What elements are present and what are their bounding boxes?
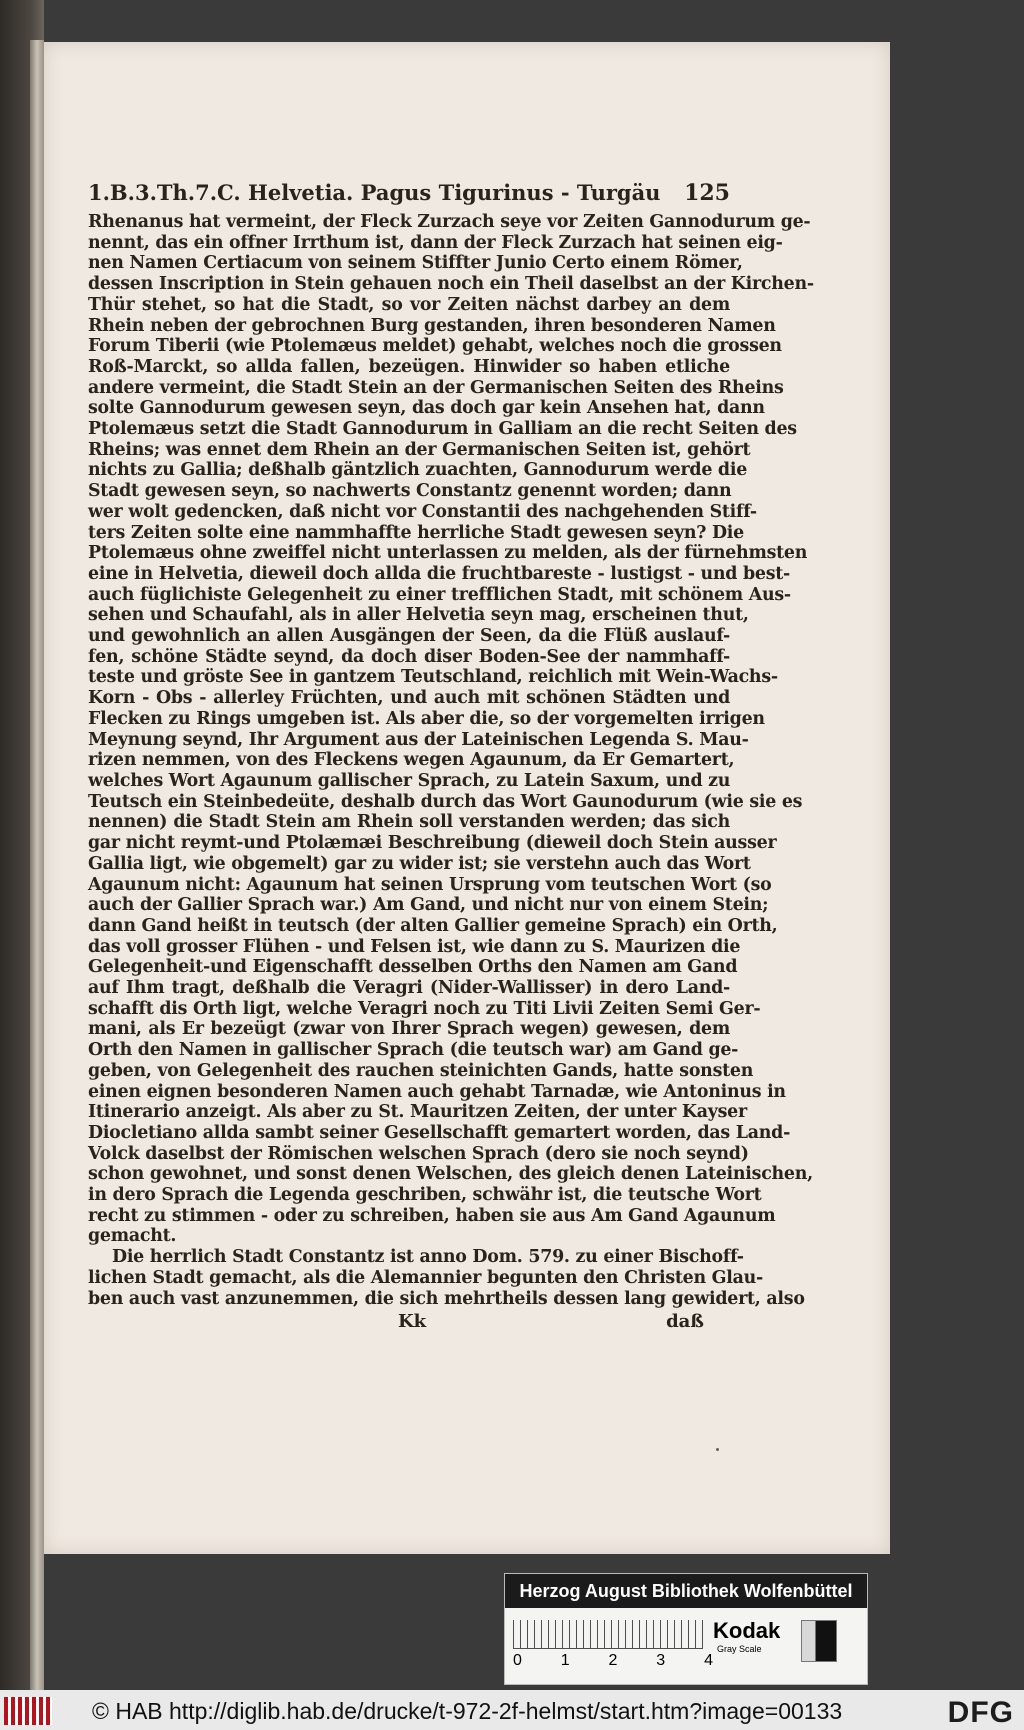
text-line: rizen nemmen, von des Fleckens wegen Agaunum, da Er Gemartert, [88, 750, 735, 771]
text-line: Thür stehet, so hat die Stadt, so vor Zeiten nächst darbey an dem [88, 294, 730, 315]
text-line: Korn - Obs - allerley Früchten, und auch mit schönen Städten und [88, 688, 730, 709]
text-line: Gallia ligt, wie obgemelt) gar zu wider ist; sie verstehn auch das Wort [88, 853, 751, 874]
text-line: schafft dis Orth ligt, welche Veragri noch zu Titi Livii Zeiten Semi Ger- [88, 998, 761, 1019]
viewer-footer-bar [0, 1692, 1024, 1730]
text-line: Orth den Namen in gallischer Sprach (die teutsch war) am Gand ge- [88, 1040, 739, 1061]
text-line: Teutsch ein Steinbedeüte, deshalb durch das Wort Gaunodurum (wie sie es [88, 791, 803, 812]
text-line: eine in Helvetia, dieweil doch allda die fruchtbareste - lustigst - und best- [88, 563, 790, 584]
text-line: auch der Gallier Sprach war.) Am Gand, und nicht nur von einem Stein; [88, 895, 769, 916]
text-line: Itinerario anzeigt. Als aber zu St. Mauritzen Zeiten, der unter Kayser [88, 1102, 747, 1123]
text-line: ben auch vast anzunemmen, die sich mehrtheils dessen lang gewidert, also [88, 1288, 805, 1309]
hab-logo-icon [4, 1697, 52, 1725]
ruler-numbers [513, 1652, 713, 1670]
text-line: gar nicht reymt-und Ptolæmæi Beschreibung (dieweil doch Stein ausser [88, 833, 777, 854]
kodak-logo: Kodak [713, 1618, 781, 1643]
text-line: nen Namen Certiacum von seinem Stiffter Junio Certo einem Römer, [88, 253, 743, 274]
book-page-edges [30, 40, 44, 1690]
text-line: schon gewohnet, und sonst denen Welschen, des gleich denen Lateinischen, [88, 1164, 813, 1185]
text-line: welches Wort Agaunum gallischer Sprach, zu Latein Saxum, und zu [88, 770, 731, 791]
text-line: Gelegenheit-und Eigenschafft desselben Orths den Namen am Gand [88, 957, 738, 978]
text-line: nennen) die Stadt Stein am Rhein soll verstanden werden; das sich [88, 812, 730, 833]
text-line: Ptolemæus setzt die Stadt Gannodurum in Galliam an die recht Seiten des [88, 419, 797, 440]
text-line: Diocletiano allda sambt seiner Gesellschafft gemartert worden, das Land- [88, 1122, 791, 1143]
text-line: teste und gröste See in gantzem Teutschland, reichlich mit Wein-Wachs- [88, 667, 778, 688]
page-number: 125 [684, 180, 730, 206]
text-line: auch füglichiste Gelegenheit zu einer trefflichen Stadt, mit schönem Aus- [88, 584, 791, 605]
text-line: dessen Inscription in Stein gehauen noch ein Theil daselbst an der Kirchen- [88, 274, 814, 295]
text-line: fen, schöne Städte seynd, da doch diser Boden-See der nammhaff- [88, 646, 730, 667]
text-line: ters Zeiten solte eine nammhaffte herrliche Stadt gewesen seyn? Die [88, 522, 744, 543]
text-line: Flecken zu Rings umgeben ist. Als aber die, so der vorgemelten irrigen [88, 708, 765, 729]
text-line: einen eignen besonderen Namen auch gehabt Tarnadæ, wie Antoninus in [88, 1081, 786, 1102]
copyright-link[interactable]: © HAB http://diglib.hab.de/drucke/t-972-2f-helmst/start.htm?image=00133 [92, 1697, 843, 1724]
scale-ruler [513, 1620, 703, 1649]
text-line: mani, als Er bezeügt (zwar von Ihrer Sprach wegen) gewesen, dem [88, 1019, 730, 1040]
institution-label: Herzog August Bibliothek Wolfenbüttel [505, 1574, 867, 1608]
ruler-number: 0 [513, 1652, 522, 1669]
text-line: Stadt gewesen seyn, so nachwerts Constantz genennt worden; dann [88, 481, 732, 502]
paper-speck [716, 1448, 719, 1451]
text-line: lichen Stadt gemacht, als die Alemannier begunten den Christen Glau- [88, 1267, 764, 1288]
text-line: und gewohnlich an allen Ausgängen der Seen, da die Flüß auslauf- [88, 626, 730, 647]
text-line: gemacht. [88, 1226, 177, 1247]
ruler-number: 2 [608, 1652, 618, 1669]
text-line: wer wolt gedencken, daß nicht vor Constantii des nachgehenden Stiff- [88, 501, 757, 522]
text-line: Rhenanus hat vermeint, der Fleck Zurzach seye vor Zeiten Gannodurum ge- [88, 212, 811, 232]
text-line: dann Gand heißt in teutsch (der alten Gallier gemeine Sprach) ein Orth, [88, 915, 778, 936]
text-line: geben, von Gelegenheit des rauchen steinichten Gands, hatte sonsten [88, 1060, 754, 1081]
color-calibration-card [504, 1573, 868, 1685]
text-line: sehen und Schaufahl, als in aller Helvetia seyn mag, erscheinen thut, [88, 605, 749, 626]
text-line: Forum Tiberii (wie Ptolemæus meldet) gehabt, welches noch die grossen [88, 336, 782, 357]
text-line: solte Gannodurum gewesen seyn, das doch gar kein Ansehen hat, dann [88, 398, 765, 419]
text-line: Agaunum nicht: Agaunum hat seinen Ursprung vom teutschen Wort (so [88, 874, 772, 895]
text-line: Rhein neben der gebrochnen Burg gestanden, ihren besonderen Namen [88, 315, 776, 336]
text-line: Volck daselbst der Römischen welschen Sprach (dero sie noch seynd) [88, 1143, 749, 1164]
text-line: auf Ihm tragt, deßhalb die Veragri (Nider-Wallisser) in dero Land- [88, 978, 730, 999]
text-line: andere vermeint, die Stadt Stein an der Germanischen Seiten des Rheins [88, 377, 784, 398]
gray-scale-label: Gray Scale [717, 1644, 762, 1654]
text-line: Ptolemæus ohne zweiffel nicht unterlassen zu melden, als der fürnehmsten [88, 543, 808, 564]
signature-mark: Kk [398, 1311, 427, 1333]
text-line: nichts zu Gallia; deßhalb gäntzlich zuachten, Gannodurum werde die [88, 460, 748, 481]
dfg-logo: DFG [947, 1696, 1014, 1729]
ruler-number: 4 [704, 1652, 713, 1669]
text-line: nennt, das ein offner Irrthum ist, dann der Fleck Zurzach hat seinen eig- [88, 232, 783, 253]
text-line: Rheins; was ennet dem Rhein an der Germanischen Seiten ist, gehört [88, 439, 751, 460]
catchword: daß [666, 1311, 704, 1333]
text-line: Die herrlich Stadt Constantz ist anno Dom. 579. zu einer Bischoff- [112, 1247, 744, 1268]
text-line: Roß-Marckt, so allda fallen, bezeügen. Hinwider so haben etliche [88, 356, 730, 377]
ruler-number: 3 [656, 1652, 666, 1669]
gray-swatch [801, 1620, 837, 1662]
body-text [88, 212, 814, 1309]
running-header [88, 180, 730, 206]
text-line: in dero Sprach die Legenda geschriben, schwähr ist, die teutsche Wort [88, 1185, 762, 1206]
running-title: 1.B.3.Th.7.C. Helvetia. Pagus Tigurinus - Turgäu [88, 180, 661, 205]
text-line: Meynung seynd, Ihr Argument aus der Lateinischen Legenda S. Mau- [88, 729, 749, 750]
page-footer [88, 1311, 730, 1332]
text-line: recht zu stimmen - oder zu schreiben, haben sie aus Am Gand Agaunum [88, 1205, 776, 1226]
text-line: das voll grosser Flühen - und Felsen ist, wie dann zu S. Maurizen die [88, 936, 741, 957]
ruler-number: 1 [560, 1652, 570, 1669]
page-text-block [88, 180, 814, 1333]
